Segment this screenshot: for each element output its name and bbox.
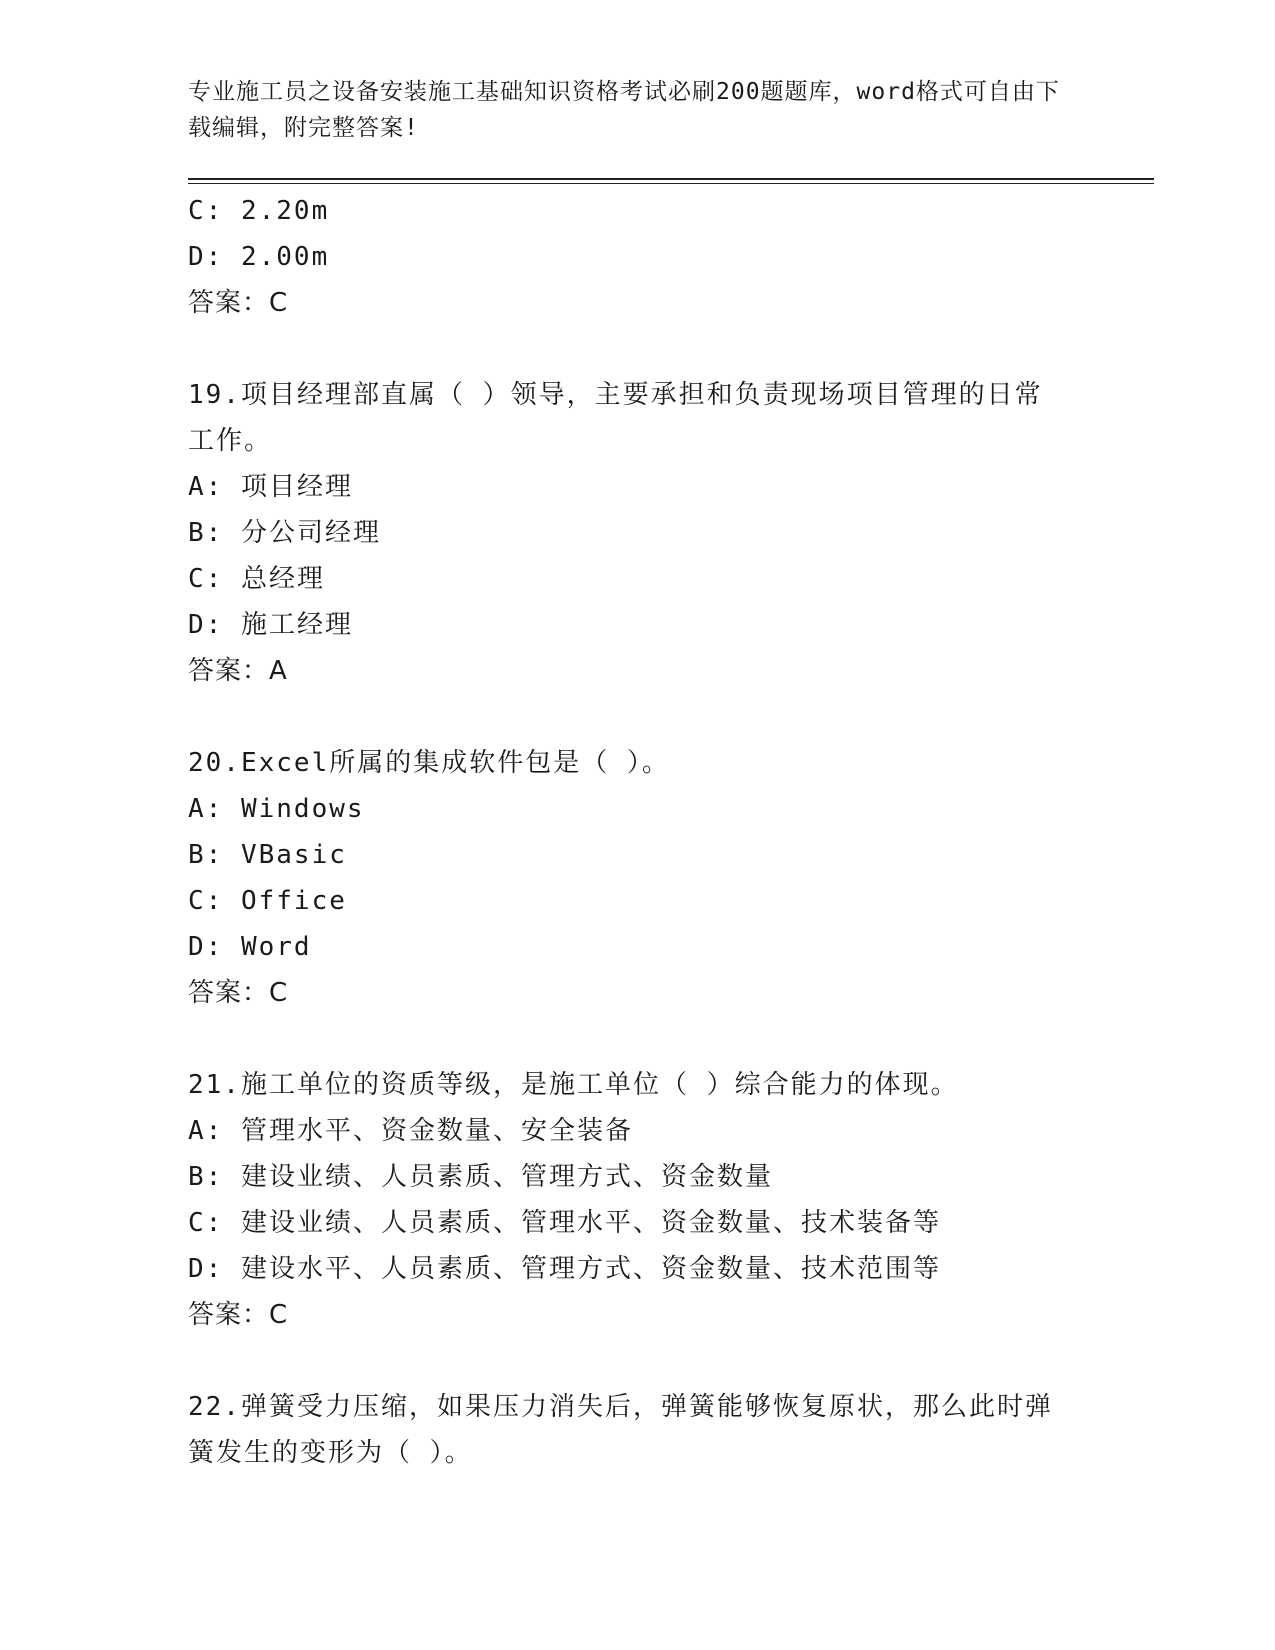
question-stem: 20.Excel所属的集成软件包是（ ）。 — [188, 748, 670, 778]
option-text: 建设水平、人员素质、管理方式、资金数量、技术范围等 — [240, 1254, 941, 1284]
option-d — [188, 924, 1108, 970]
option-text: 总经理 — [240, 564, 325, 594]
answer-line — [188, 970, 1108, 1016]
option-label: C: — [188, 196, 224, 226]
answer-value: C — [269, 288, 289, 318]
question-stem: 22.弹簧受力压缩，如果压力消失后，弹簧能够恢复原状，那么此时弹 — [188, 1392, 1053, 1422]
header-divider-thin — [188, 183, 1154, 184]
option-c — [188, 1200, 1108, 1246]
option-a — [188, 1108, 1108, 1154]
answer-label: 答案： — [188, 978, 270, 1008]
option-text: 分公司经理 — [240, 518, 381, 548]
question-list — [188, 188, 1108, 1476]
option-label: D: — [188, 932, 224, 962]
option-text: 建设业绩、人员素质、管理方式、资金数量 — [240, 1162, 773, 1192]
option-d — [188, 602, 1108, 648]
option-text: 管理水平、资金数量、安全装备 — [240, 1116, 633, 1146]
question-stem-cont: 簧发生的变形为（ ）。 — [188, 1438, 473, 1468]
option-text: 2.20m — [240, 196, 330, 226]
question-stem: 21.施工单位的资质等级，是施工单位（ ）综合能力的体现。 — [188, 1070, 959, 1100]
option-label: D: — [188, 610, 224, 640]
option-text: VBasic — [240, 840, 347, 870]
answer-value: A — [269, 656, 288, 686]
option-label: C: — [188, 1208, 224, 1238]
option-b — [188, 832, 1108, 878]
option-text: 建设业绩、人员素质、管理水平、资金数量、技术装备等 — [240, 1208, 941, 1238]
document-header: 专业施工员之设备安装施工基础知识资格考试必刷200题题库，word格式可自由下载编辑，附完整答案! — [188, 79, 1060, 141]
answer-line — [188, 280, 1108, 326]
question-stem-cont: 工作。 — [188, 426, 273, 456]
option-d — [188, 1246, 1108, 1292]
option-label: C: — [188, 564, 224, 594]
option-b — [188, 1154, 1108, 1200]
option-label: C: — [188, 886, 224, 916]
option-c — [188, 878, 1108, 924]
option-a — [188, 786, 1108, 832]
option-b — [188, 510, 1108, 556]
option-text: Windows — [240, 794, 365, 824]
option-d — [188, 234, 1108, 280]
option-label: B: — [188, 518, 224, 548]
answer-line — [188, 648, 1108, 694]
option-c — [188, 556, 1108, 602]
option-label: A: — [188, 794, 224, 824]
option-label: A: — [188, 1116, 224, 1146]
option-label: B: — [188, 840, 224, 870]
header-divider-thick — [188, 178, 1154, 180]
answer-label: 答案： — [188, 1300, 270, 1330]
option-text: 项目经理 — [240, 472, 353, 502]
option-label: D: — [188, 242, 224, 272]
option-label: A: — [188, 472, 224, 502]
answer-label: 答案： — [188, 656, 270, 686]
answer-line — [188, 1292, 1108, 1338]
option-text: 2.00m — [240, 242, 330, 272]
option-text: Office — [240, 886, 347, 916]
option-c — [188, 188, 1108, 234]
answer-label: 答案： — [188, 288, 270, 318]
option-text: 施工经理 — [240, 610, 353, 640]
option-label: B: — [188, 1162, 224, 1192]
option-label: D: — [188, 1254, 224, 1284]
answer-value: C — [269, 1300, 289, 1330]
question-stem: 19.项目经理部直属（ ）领导，主要承担和负责现场项目管理的日常 — [188, 380, 1043, 410]
option-a — [188, 464, 1108, 510]
answer-value: C — [269, 978, 289, 1008]
option-text: Word — [240, 932, 312, 962]
